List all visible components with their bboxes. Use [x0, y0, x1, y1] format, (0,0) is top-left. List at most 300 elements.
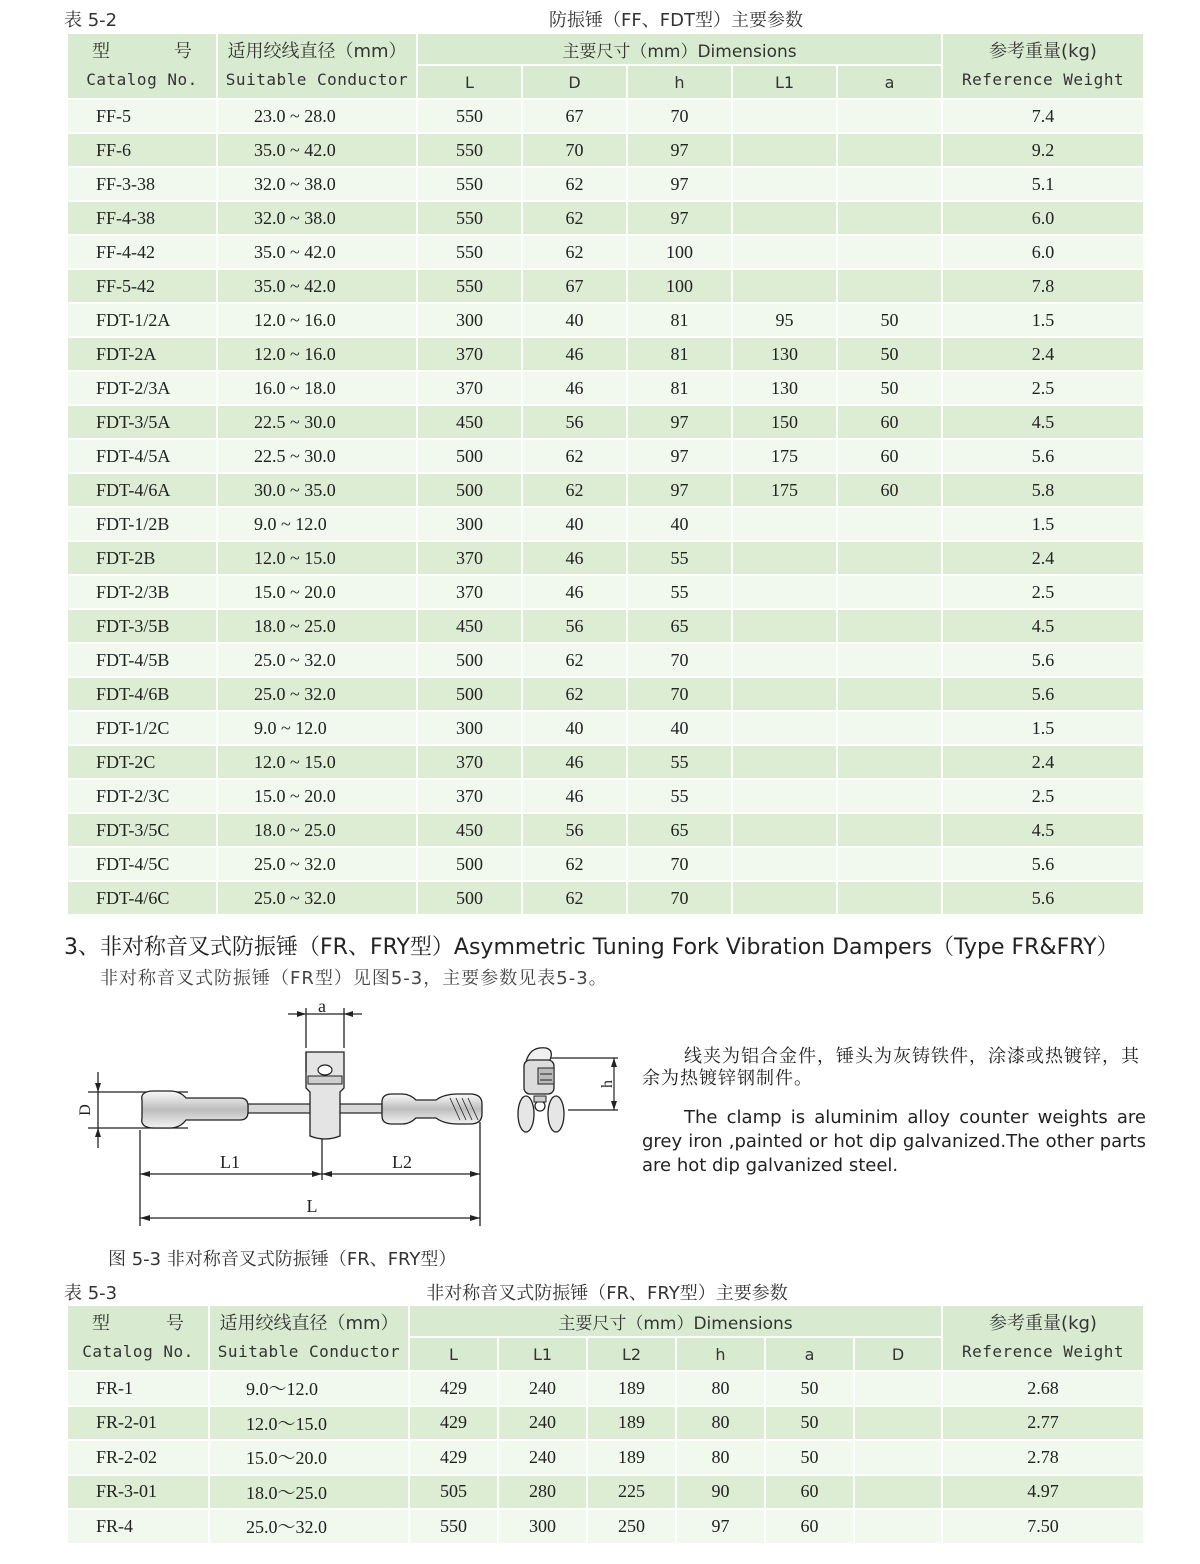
value-cell: 300: [498, 1509, 587, 1544]
table2-header-dimensions: 主要尺寸（mm）Dimensions: [409, 1305, 942, 1337]
label-l1: L1: [220, 1152, 240, 1172]
table-row: [67, 643, 1144, 677]
value-cell: 50: [837, 337, 942, 371]
value-cell: 5.6: [942, 439, 1144, 473]
value-cell: 500: [417, 881, 522, 915]
table1-header-conductor: [217, 33, 417, 99]
value-cell: 280: [498, 1475, 587, 1510]
section-subtitle: 非对称音叉式防振锤（FR型）见图5-3，主要参数见表5-3。: [100, 968, 608, 989]
model-cell: FR-1: [67, 1371, 209, 1406]
value-cell: [837, 575, 942, 609]
model-cell: FF-6: [67, 133, 217, 167]
model-cell: FDT-2/3A: [67, 371, 217, 405]
model-cell: FDT-1/2C: [67, 711, 217, 745]
value-cell: 97: [676, 1509, 765, 1544]
conductor-cell: 35.0 ~ 42.0: [217, 133, 417, 167]
value-cell: 81: [627, 371, 732, 405]
value-cell: 90: [676, 1475, 765, 1510]
value-cell: 370: [417, 337, 522, 371]
value-cell: 500: [417, 439, 522, 473]
value-cell: 240: [498, 1371, 587, 1406]
table-row: [67, 677, 1144, 711]
value-cell: 175: [732, 439, 837, 473]
model-cell: FR-3-01: [67, 1475, 209, 1510]
value-cell: 429: [409, 1440, 498, 1475]
value-cell: 550: [417, 235, 522, 269]
conductor-cell: 12.0 ~ 15.0: [217, 745, 417, 779]
value-cell: 5.1: [942, 167, 1144, 201]
value-cell: 62: [522, 439, 627, 473]
value-cell: [732, 99, 837, 133]
value-cell: 450: [417, 813, 522, 847]
value-cell: 2.5: [942, 779, 1144, 813]
table2-subheader: a: [765, 1337, 854, 1371]
value-cell: 2.78: [942, 1440, 1144, 1475]
table1-header-model-en: Catalog No.: [86, 70, 198, 89]
value-cell: 55: [627, 745, 732, 779]
value-cell: 130: [732, 371, 837, 405]
table2: [66, 1304, 1145, 1545]
table1-header-weight-en: Reference Weight: [961, 70, 1125, 89]
value-cell: [854, 1440, 942, 1475]
value-cell: 97: [627, 167, 732, 201]
value-cell: 6.0: [942, 201, 1144, 235]
model-cell: FR-2-02: [67, 1440, 209, 1475]
value-cell: [732, 711, 837, 745]
value-cell: [837, 507, 942, 541]
model-cell: FDT-1/2A: [67, 303, 217, 337]
value-cell: [732, 779, 837, 813]
table2-header-conductor-cn: 适用绞线直径（mm）: [219, 1313, 399, 1334]
table2-subheader: L2: [587, 1337, 676, 1371]
description-en: The clamp is aluminim alloy counter weights are grey iron ,painted or hot dip galvanized.The other parts are hot dip galvanized steel.: [642, 1107, 1146, 1176]
model-cell: FR-4: [67, 1509, 209, 1544]
table2-subheader: h: [676, 1337, 765, 1371]
value-cell: 370: [417, 541, 522, 575]
value-cell: 5.6: [942, 881, 1144, 915]
table1-subheader: L: [417, 65, 522, 99]
value-cell: 50: [765, 1406, 854, 1441]
value-cell: [837, 99, 942, 133]
conductor-cell: 25.0 ~ 32.0: [217, 643, 417, 677]
table2-header-model: [67, 1305, 209, 1371]
table-row: [67, 711, 1144, 745]
value-cell: 70: [627, 677, 732, 711]
model-cell: FDT-2/3C: [67, 779, 217, 813]
value-cell: 46: [522, 337, 627, 371]
table-row: [67, 303, 1144, 337]
table2-title: 非对称音叉式防振锤（FR、FRY型）主要参数: [426, 1283, 788, 1304]
value-cell: 2.4: [942, 337, 1144, 371]
value-cell: 60: [765, 1509, 854, 1544]
conductor-cell: 25.0 ~ 32.0: [217, 847, 417, 881]
value-cell: [732, 575, 837, 609]
value-cell: [732, 881, 837, 915]
table2-label: 表 5-3: [64, 1283, 118, 1304]
value-cell: 370: [417, 575, 522, 609]
value-cell: 370: [417, 779, 522, 813]
table2-header-model-cn-b: 号: [166, 1313, 184, 1334]
value-cell: [837, 643, 942, 677]
value-cell: 250: [587, 1509, 676, 1544]
model-cell: FDT-2A: [67, 337, 217, 371]
table2-header-weight-en: Reference Weight: [961, 1342, 1125, 1361]
value-cell: [732, 813, 837, 847]
value-cell: 65: [627, 813, 732, 847]
model-cell: FF-5-42: [67, 269, 217, 303]
model-cell: FDT-2C: [67, 745, 217, 779]
table1-header-conductor-cn: 适用绞线直径（mm）: [227, 41, 407, 62]
value-cell: 240: [498, 1440, 587, 1475]
table-row: [67, 575, 1144, 609]
value-cell: 175: [732, 473, 837, 507]
value-cell: 550: [417, 133, 522, 167]
model-cell: FF-4-42: [67, 235, 217, 269]
value-cell: [732, 269, 837, 303]
value-cell: 505: [409, 1475, 498, 1510]
value-cell: 2.4: [942, 745, 1144, 779]
conductor-cell: 35.0 ~ 42.0: [217, 269, 417, 303]
value-cell: 500: [417, 847, 522, 881]
value-cell: 60: [837, 439, 942, 473]
value-cell: 81: [627, 303, 732, 337]
value-cell: 550: [417, 167, 522, 201]
conductor-cell: 9.0 ~ 12.0: [217, 507, 417, 541]
label-a: a: [318, 998, 326, 1016]
value-cell: [732, 133, 837, 167]
table2-subheader: D: [854, 1337, 942, 1371]
value-cell: 500: [417, 643, 522, 677]
table-row: [67, 609, 1144, 643]
value-cell: 450: [417, 609, 522, 643]
value-cell: [732, 507, 837, 541]
value-cell: 500: [417, 473, 522, 507]
value-cell: 60: [765, 1475, 854, 1510]
value-cell: 46: [522, 745, 627, 779]
table-row: [67, 337, 1144, 371]
conductor-cell: 22.5 ~ 30.0: [217, 439, 417, 473]
value-cell: 550: [417, 99, 522, 133]
table-row: [67, 1406, 1144, 1441]
value-cell: 429: [409, 1406, 498, 1441]
value-cell: 1.5: [942, 711, 1144, 745]
conductor-cell: 16.0 ~ 18.0: [217, 371, 417, 405]
value-cell: 100: [627, 269, 732, 303]
figure-caption: 图 5-3 非对称音叉式防振锤（FR、FRY型）: [108, 1249, 457, 1270]
value-cell: 550: [409, 1509, 498, 1544]
value-cell: 97: [627, 405, 732, 439]
value-cell: [854, 1371, 942, 1406]
value-cell: 300: [417, 303, 522, 337]
table1-header-weight-cn: 参考重量(kg): [989, 41, 1097, 62]
table1-subheader: a: [837, 65, 942, 99]
conductor-cell: 15.0～20.0: [209, 1440, 409, 1475]
table2-header-model-en: Catalog No.: [82, 1342, 194, 1361]
conductor-cell: 15.0 ~ 20.0: [217, 575, 417, 609]
table2-subheader: L: [409, 1337, 498, 1371]
table1-subheader: D: [522, 65, 627, 99]
left-weight: [142, 1091, 248, 1128]
value-cell: 40: [627, 711, 732, 745]
value-cell: 55: [627, 779, 732, 813]
value-cell: 40: [522, 303, 627, 337]
conductor-cell: 32.0 ~ 38.0: [217, 167, 417, 201]
value-cell: 46: [522, 779, 627, 813]
table1: [66, 32, 1145, 916]
value-cell: [837, 201, 942, 235]
value-cell: [732, 643, 837, 677]
damper-side-view: [512, 1040, 624, 1136]
table1-title: 防振锤（FF、FDT型）主要参数: [549, 10, 803, 31]
value-cell: 67: [522, 99, 627, 133]
model-cell: FDT-4/5B: [67, 643, 217, 677]
value-cell: 450: [417, 405, 522, 439]
value-cell: 50: [765, 1440, 854, 1475]
conductor-cell: 18.0～25.0: [209, 1475, 409, 1510]
value-cell: [837, 711, 942, 745]
value-cell: 189: [587, 1371, 676, 1406]
conductor-cell: 15.0 ~ 20.0: [217, 779, 417, 813]
table-row: [67, 269, 1144, 303]
value-cell: [854, 1475, 942, 1510]
table-row: [67, 507, 1144, 541]
model-cell: FDT-4/6B: [67, 677, 217, 711]
table-row: [67, 167, 1144, 201]
conductor-cell: 18.0 ~ 25.0: [217, 609, 417, 643]
description-cn: 线夹为铝合金件，锤头为灰铸铁件，涂漆或热镀锌，其余为热镀锌钢制件。: [642, 1046, 1140, 1089]
value-cell: 97: [627, 201, 732, 235]
value-cell: 65: [627, 609, 732, 643]
value-cell: 7.8: [942, 269, 1144, 303]
value-cell: 6.0: [942, 235, 1144, 269]
value-cell: [732, 847, 837, 881]
value-cell: 56: [522, 609, 627, 643]
conductor-cell: 9.0 ~ 12.0: [217, 711, 417, 745]
conductor-cell: 23.0 ~ 28.0: [217, 99, 417, 133]
value-cell: 95: [732, 303, 837, 337]
table-row: [67, 133, 1144, 167]
conductor-cell: 9.0～12.0: [209, 1371, 409, 1406]
value-cell: [732, 745, 837, 779]
value-cell: 2.68: [942, 1371, 1144, 1406]
value-cell: 62: [522, 881, 627, 915]
value-cell: 50: [837, 303, 942, 337]
conductor-cell: 32.0 ~ 38.0: [217, 201, 417, 235]
value-cell: 50: [765, 1371, 854, 1406]
value-cell: 2.5: [942, 575, 1144, 609]
value-cell: 97: [627, 133, 732, 167]
table2-body: [67, 1371, 1144, 1544]
value-cell: [837, 269, 942, 303]
value-cell: 9.2: [942, 133, 1144, 167]
model-cell: FDT-4/6A: [67, 473, 217, 507]
table1-label: 表 5-2: [64, 10, 118, 31]
value-cell: 300: [417, 711, 522, 745]
value-cell: 370: [417, 371, 522, 405]
value-cell: 70: [627, 847, 732, 881]
value-cell: 4.97: [942, 1475, 1144, 1510]
value-cell: [732, 541, 837, 575]
value-cell: [837, 881, 942, 915]
label-d: D: [77, 1104, 94, 1116]
conductor-cell: 25.0～32.0: [209, 1509, 409, 1544]
value-cell: 5.6: [942, 677, 1144, 711]
value-cell: [837, 779, 942, 813]
model-cell: FDT-4/6C: [67, 881, 217, 915]
conductor-cell: 18.0 ~ 25.0: [217, 813, 417, 847]
model-cell: FDT-3/5B: [67, 609, 217, 643]
value-cell: [732, 201, 837, 235]
model-cell: FR-2-01: [67, 1406, 209, 1441]
table-row: [67, 99, 1144, 133]
clamp-bolt-hole: [318, 1065, 332, 1075]
label-h: h: [599, 1080, 616, 1088]
conductor-cell: 30.0 ~ 35.0: [217, 473, 417, 507]
value-cell: 550: [417, 269, 522, 303]
value-cell: [732, 677, 837, 711]
table-row: [67, 405, 1144, 439]
table-row: [67, 371, 1144, 405]
model-cell: FDT-3/5A: [67, 405, 217, 439]
value-cell: 70: [627, 99, 732, 133]
conductor-cell: 12.0 ~ 16.0: [217, 303, 417, 337]
value-cell: 240: [498, 1406, 587, 1441]
table-row: [67, 813, 1144, 847]
table2-header-weight: [942, 1305, 1144, 1371]
value-cell: 46: [522, 371, 627, 405]
value-cell: 550: [417, 201, 522, 235]
conductor-cell: 35.0 ~ 42.0: [217, 235, 417, 269]
value-cell: 70: [627, 643, 732, 677]
table-row: [67, 1440, 1144, 1475]
model-cell: FDT-3/5C: [67, 813, 217, 847]
value-cell: 97: [627, 473, 732, 507]
model-cell: FDT-1/2B: [67, 507, 217, 541]
table-row: [67, 779, 1144, 813]
model-cell: FF-4-38: [67, 201, 217, 235]
table2-header-model-cn-a: 型: [92, 1313, 110, 1334]
value-cell: 2.5: [942, 371, 1144, 405]
value-cell: [854, 1406, 942, 1441]
value-cell: 97: [627, 439, 732, 473]
value-cell: 300: [417, 507, 522, 541]
conductor-cell: 25.0 ~ 32.0: [217, 881, 417, 915]
value-cell: [837, 847, 942, 881]
value-cell: [837, 133, 942, 167]
value-cell: 189: [587, 1406, 676, 1441]
value-cell: [854, 1509, 942, 1544]
value-cell: 56: [522, 405, 627, 439]
value-cell: 62: [522, 201, 627, 235]
damper-drawing: [70, 998, 500, 1230]
table1-header-dimensions: 主要尺寸（mm）Dimensions: [417, 33, 942, 65]
value-cell: [837, 541, 942, 575]
value-cell: [837, 677, 942, 711]
value-cell: 4.5: [942, 609, 1144, 643]
value-cell: 100: [627, 235, 732, 269]
value-cell: 70: [627, 881, 732, 915]
value-cell: 2.4: [942, 541, 1144, 575]
value-cell: 80: [676, 1406, 765, 1441]
value-cell: [837, 235, 942, 269]
value-cell: 62: [522, 167, 627, 201]
value-cell: 55: [627, 575, 732, 609]
label-l2: L2: [392, 1152, 412, 1172]
table-row: [67, 847, 1144, 881]
value-cell: 500: [417, 677, 522, 711]
table1-header-model: [67, 33, 217, 99]
table1-subheader: L1: [732, 65, 837, 99]
value-cell: 62: [522, 643, 627, 677]
table-row: [67, 745, 1144, 779]
value-cell: 62: [522, 847, 627, 881]
model-cell: FDT-2/3B: [67, 575, 217, 609]
table1-subheader: h: [627, 65, 732, 99]
value-cell: 150: [732, 405, 837, 439]
table2-subheader: L1: [498, 1337, 587, 1371]
table-row: [67, 439, 1144, 473]
table-row: [67, 473, 1144, 507]
value-cell: 7.50: [942, 1509, 1144, 1544]
value-cell: 40: [627, 507, 732, 541]
table1-header-weight: [942, 33, 1144, 99]
value-cell: 62: [522, 473, 627, 507]
value-cell: 67: [522, 269, 627, 303]
value-cell: [837, 167, 942, 201]
value-cell: [837, 745, 942, 779]
conductor-cell: 12.0 ~ 15.0: [217, 541, 417, 575]
value-cell: 55: [627, 541, 732, 575]
conductor-cell: 25.0 ~ 32.0: [217, 677, 417, 711]
value-cell: 1.5: [942, 507, 1144, 541]
label-l: L: [306, 1196, 318, 1216]
model-cell: FF-5: [67, 99, 217, 133]
value-cell: 80: [676, 1371, 765, 1406]
value-cell: 429: [409, 1371, 498, 1406]
value-cell: 60: [837, 473, 942, 507]
model-cell: FDT-4/5C: [67, 847, 217, 881]
conductor-cell: 12.0～15.0: [209, 1406, 409, 1441]
value-cell: [732, 235, 837, 269]
table1-header-model-cn-a: 型: [92, 41, 110, 62]
table-row: [67, 235, 1144, 269]
value-cell: 189: [587, 1440, 676, 1475]
value-cell: 40: [522, 711, 627, 745]
value-cell: 81: [627, 337, 732, 371]
value-cell: 46: [522, 575, 627, 609]
value-cell: 80: [676, 1440, 765, 1475]
value-cell: 4.5: [942, 813, 1144, 847]
table2-header-conductor: [209, 1305, 409, 1371]
value-cell: [837, 609, 942, 643]
value-cell: 7.4: [942, 99, 1144, 133]
table-row: [67, 881, 1144, 915]
table2-header-conductor-en: Suitable Conductor: [217, 1342, 401, 1361]
value-cell: 5.8: [942, 473, 1144, 507]
value-cell: 56: [522, 813, 627, 847]
value-cell: 70: [522, 133, 627, 167]
model-cell: FDT-2B: [67, 541, 217, 575]
table-row: [67, 541, 1144, 575]
conductor-cell: 22.5 ~ 30.0: [217, 405, 417, 439]
table-row: [67, 1371, 1144, 1406]
conductor-cell: 12.0 ~ 16.0: [217, 337, 417, 371]
value-cell: 370: [417, 745, 522, 779]
value-cell: 130: [732, 337, 837, 371]
value-cell: 2.77: [942, 1406, 1144, 1441]
value-cell: 5.6: [942, 643, 1144, 677]
value-cell: 62: [522, 235, 627, 269]
